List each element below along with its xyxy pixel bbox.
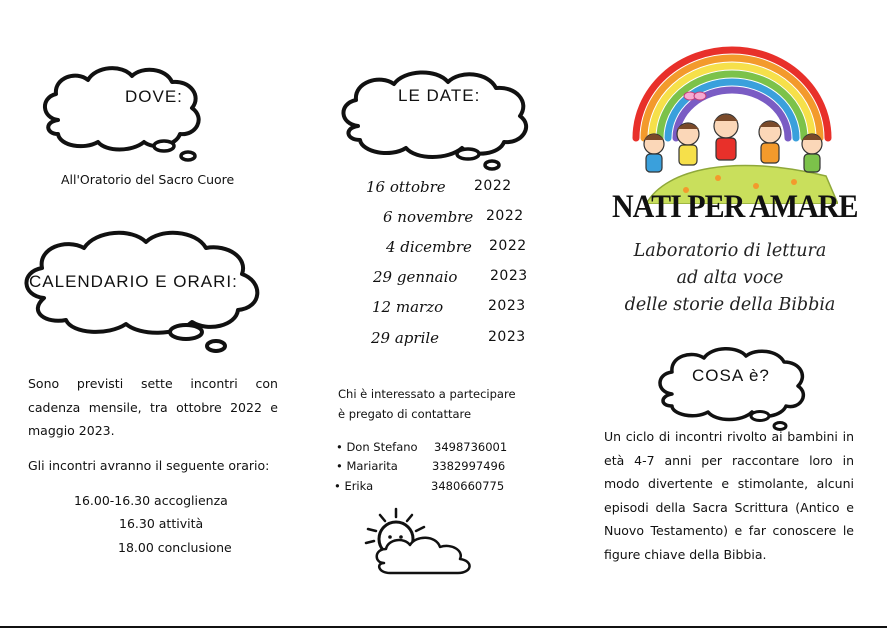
cosa-heading: COSA è? — [692, 366, 770, 385]
subtitle-line: ad alta voce — [676, 268, 784, 288]
subtitle-line: delle storie della Bibbia — [624, 295, 836, 315]
date-year: 2023 — [488, 298, 526, 314]
date-day: 29 aprile — [371, 329, 440, 347]
contact-item — [334, 479, 505, 493]
schedule-item: 16.30 attività — [119, 516, 204, 531]
date-day: 4 dicembre — [386, 238, 472, 256]
contact-intro-line: Chi è interessato a partecipare — [338, 387, 516, 401]
date-row — [366, 178, 512, 196]
contact-intro-line: è pregato di contattare — [338, 407, 472, 421]
main-title: NATI PER AMARE — [612, 188, 858, 225]
date-year: 2022 — [474, 178, 512, 194]
date-year: 2022 — [489, 238, 527, 254]
thought-cloud-icon — [332, 68, 532, 172]
thought-cloud-icon — [36, 62, 206, 166]
date-day: 12 marzo — [372, 298, 444, 316]
date-day: 6 novembre — [383, 208, 474, 226]
date-row — [386, 238, 527, 256]
contact-name: • Mariarita — [336, 459, 398, 473]
date-row — [371, 329, 526, 347]
orario-intro: Gli incontri avranno il seguente orario: — [28, 458, 270, 473]
contact-intro — [338, 384, 516, 424]
date-day: 16 ottobre — [366, 178, 446, 196]
schedule-item: 16.00-16.30 accoglienza — [74, 493, 228, 508]
contact-phone: 3382997496 — [432, 459, 506, 473]
date-row — [383, 208, 524, 226]
subtitle — [600, 238, 860, 319]
contact-item — [336, 459, 506, 473]
calendario-heading: CALENDARIO E ORARI: — [29, 272, 238, 291]
date-heading: LE DATE: — [398, 86, 481, 105]
sun-behind-cloud-icon — [356, 505, 480, 577]
contact-phone: 3480660775 — [431, 479, 505, 493]
date-year: 2022 — [486, 208, 524, 224]
description-paragraph: Un ciclo di incontri rivolto ai bambini in età 4-7 anni per raccontare loro in modo divertente e stimolante, alcuni episodi della Sacra Scrittura (Antico e Nuovo Testamento) e far conoscere le figure chiave della Bibbia. — [604, 429, 854, 562]
rainbow-children-illustration — [626, 26, 838, 204]
contact-phone: 3498736001 — [434, 440, 508, 454]
contact-name: • Erika — [334, 479, 374, 493]
dove-heading: DOVE: — [125, 87, 183, 106]
date-day: 29 gennaio — [373, 268, 458, 286]
schedule-item: 18.00 conclusione — [118, 540, 232, 555]
date-row — [372, 298, 526, 316]
date-year: 2023 — [490, 268, 528, 284]
bottom-divider — [0, 626, 887, 628]
date-year: 2023 — [488, 329, 526, 345]
subtitle-line: Laboratorio di lettura — [633, 241, 827, 261]
contact-item — [336, 440, 508, 454]
contact-name: • Don Stefano — [336, 440, 418, 454]
date-row — [373, 268, 528, 286]
thought-cloud-icon — [650, 344, 806, 432]
location-text: All'Oratorio del Sacro Cuore — [61, 172, 235, 187]
intro-paragraph: Sono previsti sette incontri con cadenza mensile, tra ottobre 2022 e maggio 2023. — [28, 376, 278, 438]
